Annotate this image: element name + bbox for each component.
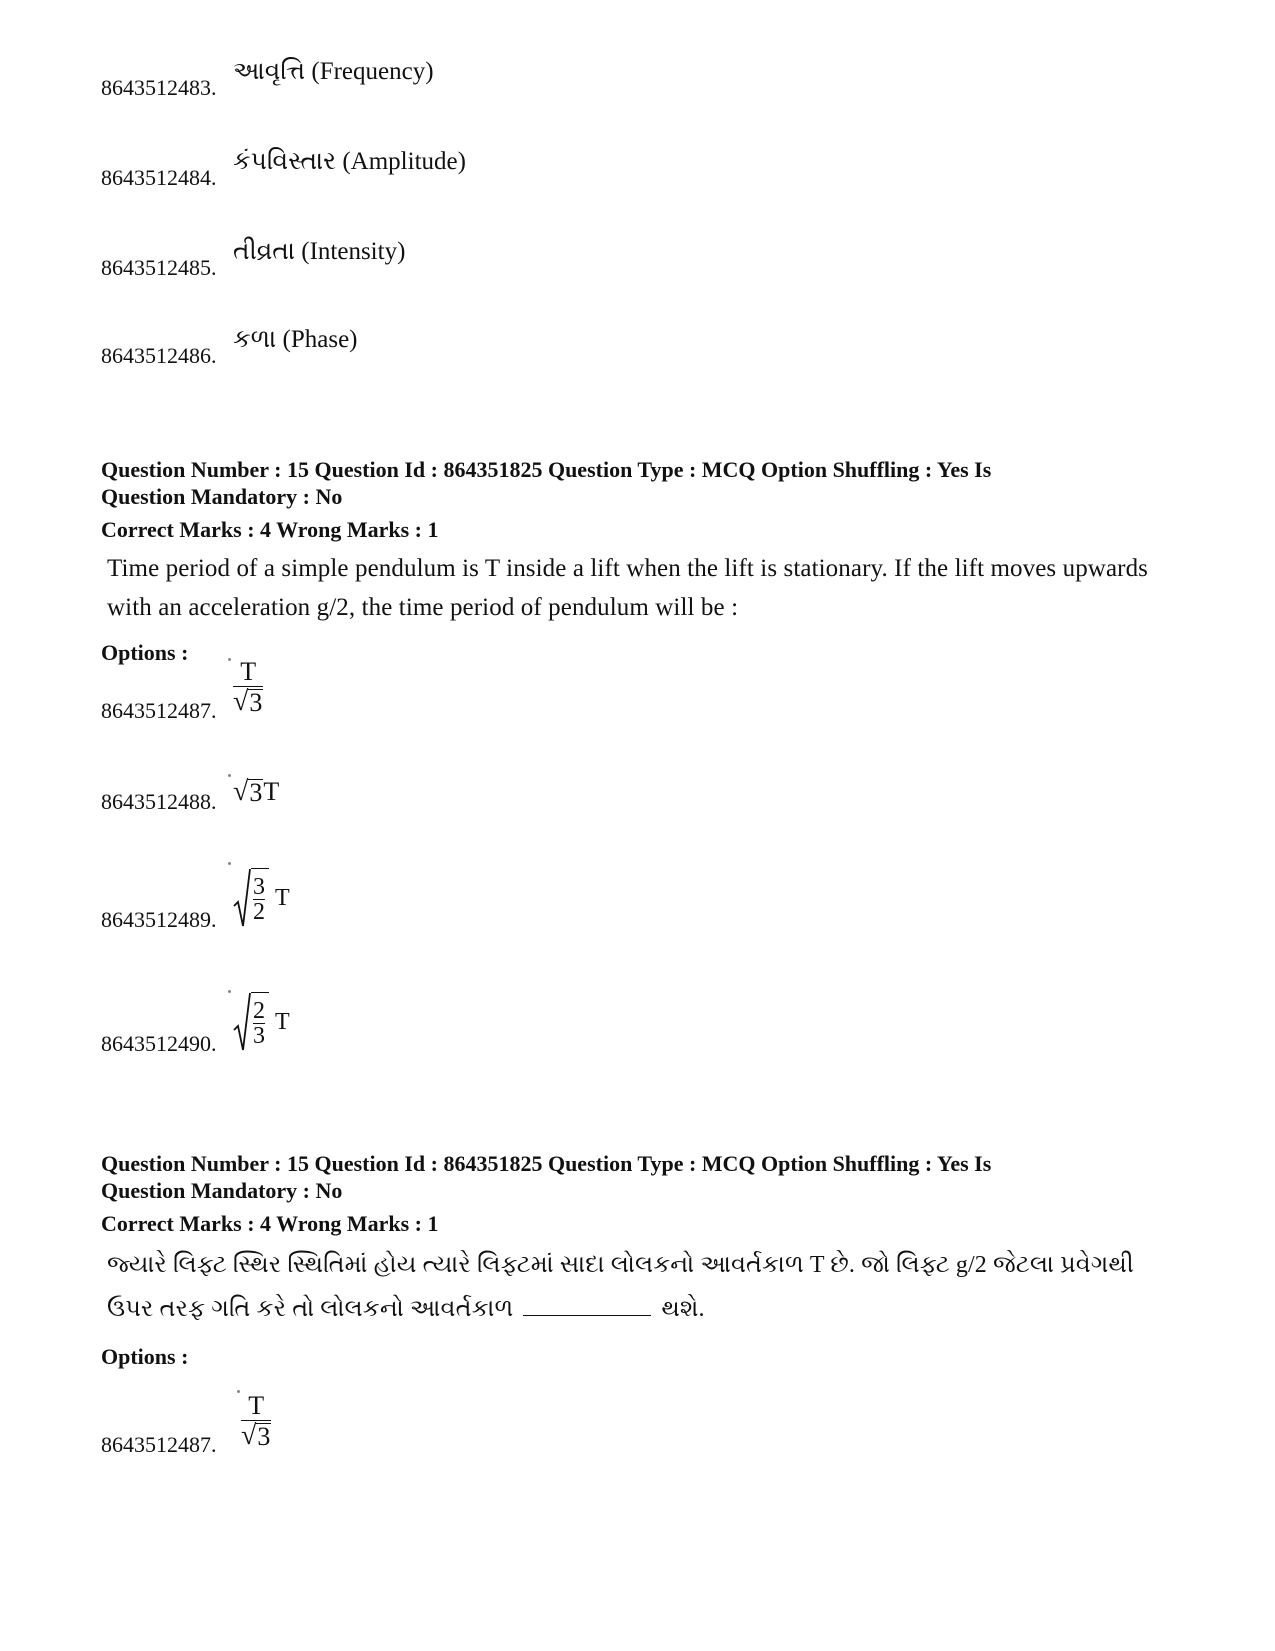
answer-blank [523,1293,651,1316]
scan-speck [228,774,231,777]
question-text: Time period of a simple pendulum is T inside a lift when the lift is stationary. If the lift moves upwards with an acceleration g/2, the time period of pendulum will be : [107,555,1149,621]
fraction [253,999,265,1048]
option-text: તીવ્રતા (Intensity) [233,238,406,265]
denominator: √ 3 [233,686,263,717]
question-meta-line: Question Mandatory : No [101,484,343,509]
question-marks: Correct Marks : 4 Wrong Marks : 1 [101,1211,439,1236]
option-row [101,58,434,100]
option-row [101,657,263,723]
question-meta-line: Question Mandatory : No [101,1178,343,1203]
scan-speck [237,1390,240,1393]
question-marks: Correct Marks : 4 Wrong Marks : 1 [101,517,439,542]
option-row [101,776,280,814]
option-row [101,148,466,190]
denominator: √ 3 [241,1420,271,1451]
options-label: Options : [101,640,189,665]
square-root: √ 3 [233,776,263,807]
option-text: કંપવિસ્તાર (Amplitude) [233,148,466,175]
variable-t: T [263,777,280,806]
question-text-part: થશે. [661,1296,705,1322]
option-id: 8643512487. [101,1432,217,1457]
variable-t: T [275,885,290,911]
question-meta-line: Question Number : 15 Question Id : 864351825 Question Type : MCQ Option Shuffling : Yes Is [101,1151,992,1176]
option-row [101,238,406,280]
option-id: 8643512488. [101,789,217,814]
question-meta-line: Question Number : 15 Question Id : 864351825 Question Type : MCQ Option Shuffling : Yes Is [101,457,992,482]
numerator: 2 [253,998,265,1024]
option-row [101,1391,271,1457]
option-math [233,868,290,928]
question-block [101,1150,1181,1370]
numerator: T [240,657,257,686]
variable-t: T [275,1009,290,1035]
question-block [101,456,1181,666]
option-text: કળા (Phase) [233,326,358,353]
question-meta [101,1150,1181,1204]
option-row [101,326,358,368]
radicand: 3 [257,1422,271,1451]
option-id: 8643512489. [101,907,217,932]
option-id: 8643512486. [101,343,217,368]
option-id: 8643512487. [101,698,217,723]
option-math [233,658,263,717]
option-row [101,872,290,932]
question-meta [101,456,1181,510]
option-id: 8643512490. [101,1031,217,1056]
radicand: 3 [249,778,263,807]
denominator: 2 [253,899,265,925]
scan-speck [228,658,231,661]
option-id: 8643512484. [101,165,217,190]
numerator: T [248,1391,265,1420]
scan-speck [228,862,231,865]
option-row [101,996,290,1056]
square-root [233,992,269,1052]
options-label: Options : [101,1344,189,1369]
option-id: 8643512485. [101,255,217,280]
numerator: 3 [253,874,265,900]
option-text: આવૃત્તિ (Frequency) [233,58,434,85]
question-text-part: જ્યારે લિફ્ટ સ્થિર સ્થિતિમાં હોય ત્યારે લિફ્ટમાં સાદા લોલકનો આવર્તકાળ T છે. જો લિફ્ટ g/2 જેટલા પ્રવેગથી ઉપર તરફ ગતિ કરે તો લોલકનો આવર્તકાળ [107,1252,1134,1322]
fraction [253,875,265,924]
fraction [233,658,263,717]
denominator: 3 [253,1023,265,1049]
radicand: 3 [249,688,263,717]
option-math [233,778,279,806]
option-id: 8643512483. [101,75,217,100]
fraction [241,1392,271,1451]
square-root [233,868,269,928]
option-math [233,992,290,1052]
question-text [101,1243,1181,1331]
option-math [241,1392,271,1451]
scan-speck [228,990,231,993]
